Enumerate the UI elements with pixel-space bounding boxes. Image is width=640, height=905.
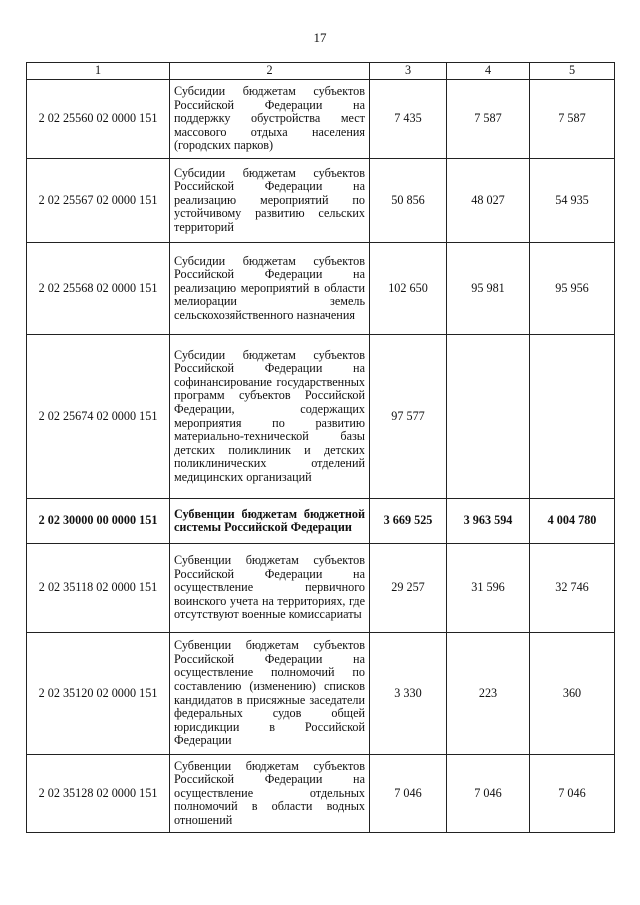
table-row — [27, 243, 615, 335]
table-row — [27, 499, 615, 544]
column-header-4: 4 — [447, 63, 530, 80]
table-header-row — [27, 63, 615, 80]
value-col5-cell: 32 746 — [530, 544, 615, 633]
revenue-name-cell: Субсидии бюджетам субъектов Российской Федерации на софинансирование государственных программ субъектов Российской Федерации, содержащих мероприятия по развитию материально-технической базы детских поликлиник и детских поликлинических отделений медицинских организаций — [170, 335, 370, 499]
revenue-name-cell: Субсидии бюджетам субъектов Российской Федерации на реализацию мероприятий по устойчивому развитию сельских территорий — [170, 159, 370, 243]
value-col3-cell: 102 650 — [370, 243, 447, 335]
value-col4-cell: 95 981 — [447, 243, 530, 335]
budget-code-cell: 2 02 25560 02 0000 151 — [27, 80, 170, 159]
value-col3-cell: 7 435 — [370, 80, 447, 159]
value-col3-cell: 97 577 — [370, 335, 447, 499]
value-col4-cell: 3 963 594 — [447, 499, 530, 544]
value-col3-cell: 3 330 — [370, 633, 447, 755]
revenue-name-cell: Субвенции бюджетам субъектов Российской Федерации на осуществление первичного воинского учета на территориях, где отсутствуют военные комиссариаты — [170, 544, 370, 633]
column-header-5: 5 — [530, 63, 615, 80]
value-col5-cell: 54 935 — [530, 159, 615, 243]
revenue-name-cell: Субсидии бюджетам субъектов Российской Федерации на реализацию мероприятий в области мелиорации земель сельскохозяйственного назначения — [170, 243, 370, 335]
table-row — [27, 80, 615, 159]
table-row — [27, 755, 615, 833]
revenue-name-cell: Субвенции бюджетам субъектов Российской Федерации на осуществление отдельных полномочий в области водных отношений — [170, 755, 370, 833]
value-col5-cell: 4 004 780 — [530, 499, 615, 544]
value-col4-cell: 7 046 — [447, 755, 530, 833]
table-row — [27, 159, 615, 243]
budget-code-cell: 2 02 25674 02 0000 151 — [27, 335, 170, 499]
value-col5-cell — [530, 335, 615, 499]
value-col4-cell: 7 587 — [447, 80, 530, 159]
value-col3-cell: 29 257 — [370, 544, 447, 633]
budget-code-cell: 2 02 35118 02 0000 151 — [27, 544, 170, 633]
value-col3-cell: 7 046 — [370, 755, 447, 833]
table-row — [27, 335, 615, 499]
value-col5-cell: 7 046 — [530, 755, 615, 833]
value-col5-cell: 360 — [530, 633, 615, 755]
value-col3-cell: 50 856 — [370, 159, 447, 243]
budget-code-cell: 2 02 25567 02 0000 151 — [27, 159, 170, 243]
value-col5-cell: 7 587 — [530, 80, 615, 159]
column-header-2: 2 — [170, 63, 370, 80]
value-col4-cell: 31 596 — [447, 544, 530, 633]
page-number: 17 — [313, 30, 327, 45]
value-col4-cell — [447, 335, 530, 499]
budget-code-cell: 2 02 25568 02 0000 151 — [27, 243, 170, 335]
revenue-name-cell: Субвенции бюджетам бюджетной системы Российской Федерации — [170, 499, 370, 544]
value-col4-cell: 223 — [447, 633, 530, 755]
revenue-name-cell: Субсидии бюджетам субъектов Российской Федерации на поддержку обустройства мест массового отдыха населения (городских парков) — [170, 80, 370, 159]
column-header-3: 3 — [370, 63, 447, 80]
table-row — [27, 544, 615, 633]
column-header-1: 1 — [27, 63, 170, 80]
table-row — [27, 633, 615, 755]
budget-code-cell: 2 02 35120 02 0000 151 — [27, 633, 170, 755]
value-col3-cell: 3 669 525 — [370, 499, 447, 544]
budget-code-cell: 2 02 30000 00 0000 151 — [27, 499, 170, 544]
revenue-name-cell: Субвенции бюджетам субъектов Российской Федерации на осуществление полномочий по составлению (изменению) списков кандидатов в присяжные заседатели федеральных судов общей юрисдикции в Российской Федерации — [170, 633, 370, 755]
budget-revenue-table — [26, 62, 615, 833]
value-col4-cell: 48 027 — [447, 159, 530, 243]
value-col5-cell: 95 956 — [530, 243, 615, 335]
budget-code-cell: 2 02 35128 02 0000 151 — [27, 755, 170, 833]
